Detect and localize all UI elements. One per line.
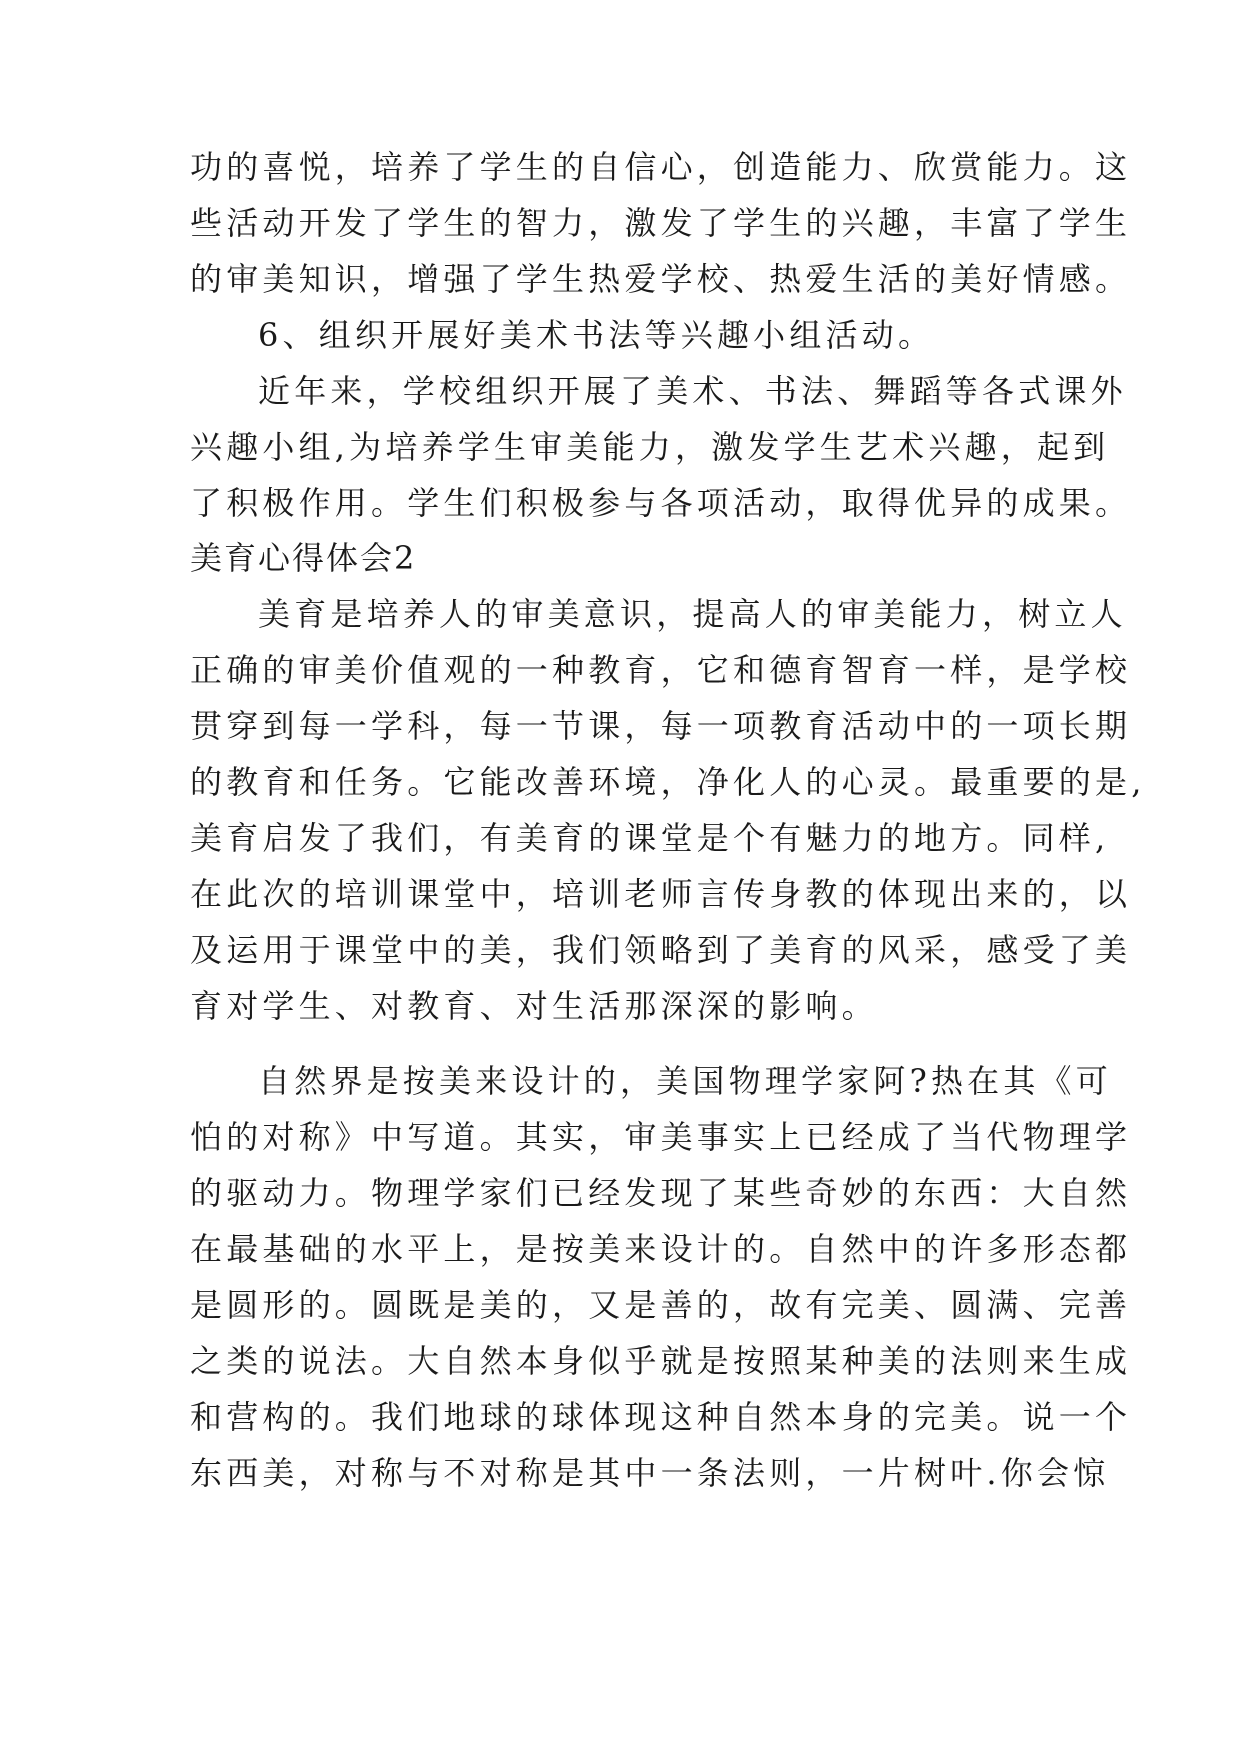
section-title: 美育心得体会2 (190, 539, 417, 577)
body-text-line: 的驱动力。物理学家们已经发现了某些奇妙的东西：大自然 (190, 1174, 1132, 1212)
body-text-line: 东西美，对称与不对称是其中一条法则，一片树叶.你会惊 (190, 1454, 1110, 1492)
paragraph-first-line: 近年来，学校组织开展了美术、书法、舞蹈等各式课外 (258, 372, 1127, 410)
body-text-line: 贯穿到每一学科，每一节课，每一项教育活动中的一项长期 (190, 707, 1132, 745)
list-item-heading: 6、组织开展好美术书法等兴趣小组活动。 (258, 316, 935, 354)
body-text-line: 正确的审美价值观的一种教育，它和德育智育一样，是学校 (190, 651, 1132, 689)
paragraph-first-line: 自然界是按美来设计的，美国物理学家阿?热在其《可 (258, 1062, 1112, 1100)
body-text-line: 怕的对称》中写道。其实，审美事实上已经成了当代物理学 (190, 1118, 1132, 1156)
body-text-line: 之类的说法。大自然本身似乎就是按照某种美的法则来生成 (190, 1342, 1132, 1380)
body-text-line: 功的喜悦，培养了学生的自信心，创造能力、欣赏能力。这 (190, 148, 1132, 186)
body-text-line: 在最基础的水平上，是按美来设计的。自然中的许多形态都 (190, 1230, 1132, 1268)
body-text-line: 了积极作用。学生们积极参与各项活动，取得优异的成果。 (190, 484, 1132, 522)
paragraph-first-line: 美育是培养人的审美意识，提高人的审美能力，树立人 (258, 595, 1127, 633)
body-text-line: 育对学生、对教育、对生活那深深的影响。 (190, 987, 878, 1025)
body-text-line: 的教育和任务。它能改善环境，净化人的心灵。最重要的是, (190, 763, 1146, 801)
body-text-line: 美育启发了我们，有美育的课堂是个有魅力的地方。同样, (190, 819, 1110, 857)
body-text-line: 兴趣小组,为培养学生审美能力，激发学生艺术兴趣，起到 (190, 428, 1110, 466)
body-text-line: 是圆形的。圆既是美的，又是善的，故有完美、圆满、完善 (190, 1286, 1132, 1324)
body-text-line: 在此次的培训课堂中，培训老师言传身教的体现出来的，以 (190, 875, 1132, 913)
body-text-line: 和营构的。我们地球的球体现这种自然本身的完美。说一个 (190, 1398, 1132, 1436)
body-text-line: 的审美知识，增强了学生热爱学校、热爱生活的美好情感。 (190, 260, 1132, 298)
body-text-line: 些活动开发了学生的智力，激发了学生的兴趣，丰富了学生 (190, 204, 1132, 242)
body-text-line: 及运用于课堂中的美，我们领略到了美育的风采，感受了美 (190, 931, 1132, 969)
